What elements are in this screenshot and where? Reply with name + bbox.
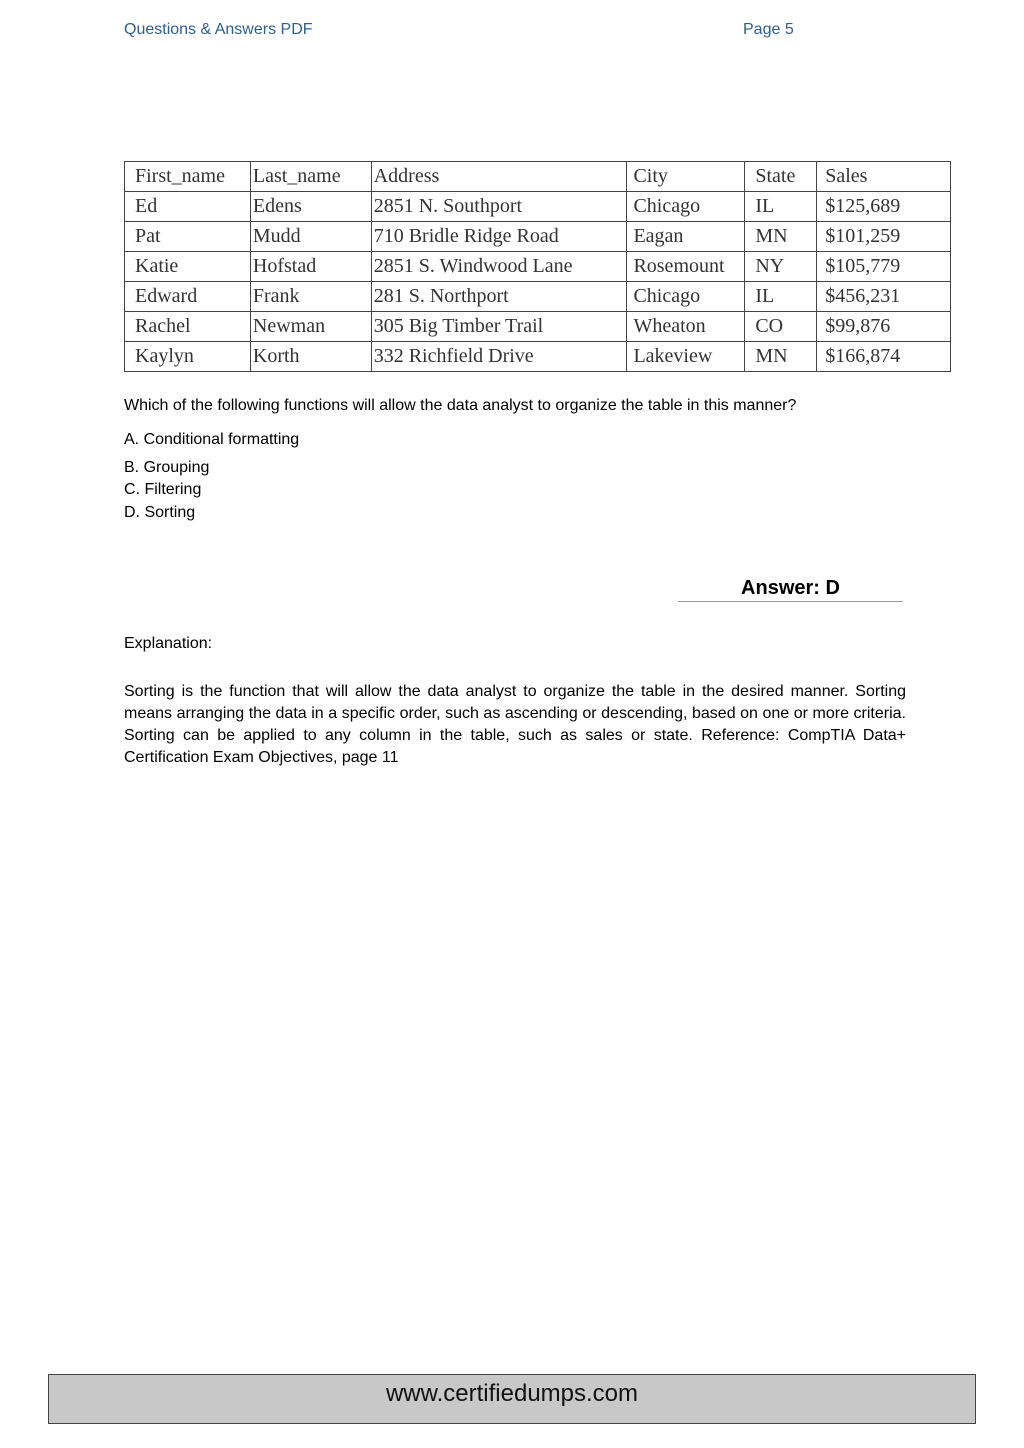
table-cell: Chicago xyxy=(627,192,745,222)
footer-url[interactable]: www.certifiedumps.com xyxy=(385,1380,639,1407)
table-cell: Wheaton xyxy=(627,312,745,342)
table-cell: Ed xyxy=(125,192,251,222)
table-cell: MN xyxy=(745,222,817,252)
option-a: A. Conditional formatting xyxy=(124,431,300,448)
footer-banner xyxy=(48,1374,976,1424)
column-header: Sales xyxy=(817,162,951,192)
table-cell: 710 Bridle Ridge Road xyxy=(371,222,627,252)
table-cell: Rachel xyxy=(125,312,251,342)
table-cell: Edens xyxy=(250,192,371,222)
table-cell: Pat xyxy=(125,222,251,252)
explanation-label: Explanation: xyxy=(124,635,213,652)
table-cell: Mudd xyxy=(250,222,371,252)
table-cell: IL xyxy=(745,192,817,222)
column-header: First_name xyxy=(125,162,251,192)
header-title: Questions & Answers PDF xyxy=(124,21,313,38)
table-cell: 281 S. Northport xyxy=(371,282,627,312)
table-cell: Katie xyxy=(125,252,251,282)
option-c: C. Filtering xyxy=(124,481,202,498)
table-cell: Hofstad xyxy=(250,252,371,282)
table-cell: $99,876 xyxy=(817,312,951,342)
table-cell: Eagan xyxy=(627,222,745,252)
table-row xyxy=(125,282,951,312)
table-cell: Kaylyn xyxy=(125,342,251,372)
table-cell: $166,874 xyxy=(817,342,951,372)
table-cell: Frank xyxy=(250,282,371,312)
column-header: Address xyxy=(371,162,627,192)
table-row xyxy=(125,342,951,372)
question-text: Which of the following functions will allow the data analyst to organize the table in this manner? xyxy=(124,397,797,414)
table-row xyxy=(125,192,951,222)
table-cell: 305 Big Timber Trail xyxy=(371,312,627,342)
page-number: Page 5 xyxy=(743,21,794,38)
table-row xyxy=(125,312,951,342)
customer-table xyxy=(124,161,951,372)
table-cell: MN xyxy=(745,342,817,372)
table-cell: $456,231 xyxy=(817,282,951,312)
explanation-text: Sorting is the function that will allow the data analyst to organize the table in the desired manner. Sorting means arranging the data in a specific order, such as ascending or descending, based on one or more criteria. Sorting can be applied to any column in the table, such as sales or state. Reference: CompTIA Data+ Certification Exam Objectives, page 11 xyxy=(124,683,906,766)
table-cell: Newman xyxy=(250,312,371,342)
table-cell: NY xyxy=(745,252,817,282)
answer-label: Answer: D xyxy=(678,577,903,602)
table-cell: $101,259 xyxy=(817,222,951,252)
table-header-row xyxy=(125,162,951,192)
table-cell: Rosemount xyxy=(627,252,745,282)
table-cell: IL xyxy=(745,282,817,312)
table-cell: Korth xyxy=(250,342,371,372)
option-b: B. Grouping xyxy=(124,459,210,476)
option-d: D. Sorting xyxy=(124,504,196,521)
table-row xyxy=(125,222,951,252)
table-cell: Lakeview xyxy=(627,342,745,372)
table-cell: 2851 S. Windwood Lane xyxy=(371,252,627,282)
table-cell: $105,779 xyxy=(817,252,951,282)
column-header: State xyxy=(745,162,817,192)
table-row xyxy=(125,252,951,282)
column-header: City xyxy=(627,162,745,192)
table-cell: 332 Richfield Drive xyxy=(371,342,627,372)
table-cell: Chicago xyxy=(627,282,745,312)
table-cell: $125,689 xyxy=(817,192,951,222)
table-cell: CO xyxy=(745,312,817,342)
table-cell: 2851 N. Southport xyxy=(371,192,627,222)
table-cell: Edward xyxy=(125,282,251,312)
column-header: Last_name xyxy=(250,162,371,192)
